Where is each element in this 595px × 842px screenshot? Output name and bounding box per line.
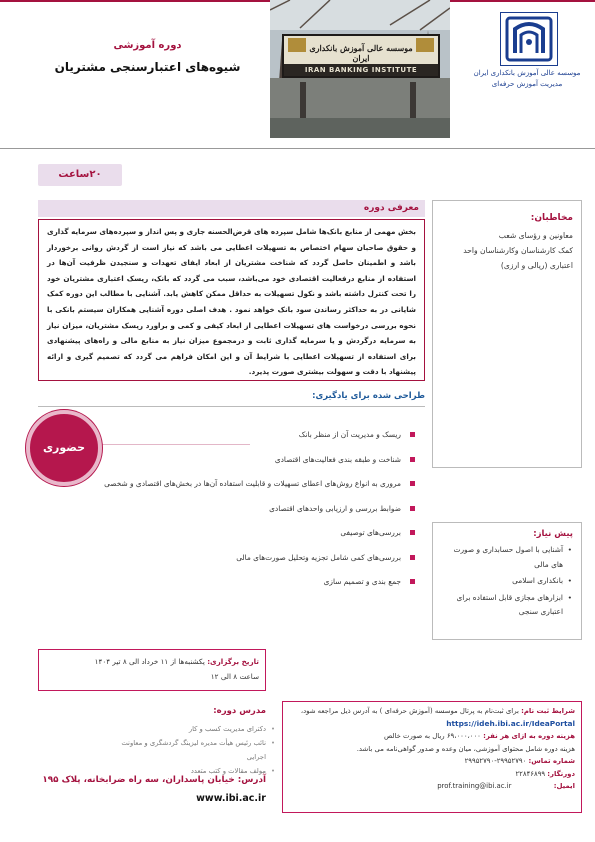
- address-text: آدرس: خیابان پاسداران، سه راه ضرابخانه، پلاک ۱۹۵: [42, 775, 266, 785]
- objectives-divider: [38, 406, 425, 407]
- fax-label: دورنگار:: [547, 769, 575, 778]
- schedule-line: [45, 654, 259, 669]
- prerequisites-heading: پیش نیاز:: [533, 529, 573, 539]
- objective-item: بررسی‌های کمی شامل تجزیه وتحلیل صورت‌های مالی: [95, 551, 415, 576]
- schedule-box: [38, 649, 266, 691]
- audience-item: معاونین و رؤسای شعب: [498, 231, 573, 240]
- objective-item: ضوابط بررسی و ارزیابی واحدهای اقتصادی: [95, 502, 415, 527]
- fee-text: ۶۹،۰۰۰،۰۰۰ ریال به صورت خالص: [383, 732, 481, 740]
- objectives-list: [95, 428, 415, 600]
- logo-caption: [472, 68, 582, 90]
- objective-item: ریسک و مدیریت آن از منظر بانک: [95, 428, 415, 453]
- schedule-hours: ساعت ۸ الی ۱۲: [210, 672, 259, 681]
- photo-sign-english: IRAN BANKING INSTITUTE: [304, 66, 418, 74]
- website-link[interactable]: www.ibi.ac.ir: [196, 793, 266, 804]
- course-label: دوره آموزشی: [113, 40, 182, 51]
- audience-panel: [432, 200, 582, 468]
- registration-conditions: [289, 705, 575, 718]
- course-title: شیوه‌های اعتبارسنجی مشتریان: [54, 60, 241, 74]
- instructor-list: [120, 722, 276, 778]
- fax-number: ۲۲۸۴۶۸۹۹: [515, 769, 546, 778]
- schedule-days: یکشنبه‌ها از ۱۱ خرداد الی ۸ تیر ۱۴۰۴: [94, 657, 205, 666]
- audience-item: اعتباری (ریالی و ارزی): [500, 261, 573, 270]
- logo-emblem-icon: [501, 13, 557, 65]
- instructor-heading: مدرس دوره:: [213, 706, 266, 716]
- email-label: ایمیل:: [553, 782, 575, 790]
- instructor-item: • مولف مقالات و کتب متعدد: [120, 764, 266, 778]
- schedule-label: تاریخ برگزاری:: [207, 657, 259, 666]
- objective-item: جمع بندی و تصمیم سازی: [95, 575, 415, 600]
- audience-item: کمک کارشناسان وکارشناسان واحد: [463, 246, 573, 255]
- instructor-item: • دکترای مدیریت کسب و کار: [120, 722, 266, 736]
- registration-panel: [282, 701, 582, 813]
- institute-building-photo: [270, 0, 450, 138]
- logo-caption-line1: موسسه عالی آموزش بانکداری ایران: [473, 69, 581, 77]
- institute-logo: [500, 12, 558, 66]
- intro-heading: معرفی دوره: [38, 200, 425, 217]
- objective-item: مروری به انواع روش‌های اعطای تسهیلات و قابلیت استفاده آن‌ها در بخش‌های اقتصادی و شخصی: [95, 477, 415, 502]
- logo-caption-line2: مدیریت آموزش حرفه‌ای: [491, 80, 563, 88]
- objective-item: بررسی‌های توصیفی: [95, 526, 415, 551]
- phone-label: شماره تماس:: [528, 757, 575, 765]
- portal-link[interactable]: https://ideh.ibi.ac.ir/IdeaPortal: [446, 718, 575, 728]
- delivery-mode-badge: حضوری: [26, 410, 102, 486]
- prerequisite-item: • آشنایی با اصول حسابداری و صورت های مالی: [441, 543, 563, 572]
- email-address[interactable]: prof.training@ibi.ac.ir: [437, 782, 512, 790]
- prerequisites-panel: [432, 522, 582, 640]
- email-line: [289, 780, 575, 793]
- portal-line: [289, 718, 575, 731]
- prerequisite-item: • بانکداری اسلامی: [441, 574, 563, 589]
- objective-item: شناخت و طبقه بندی فعالیت‌های اقتصادی: [95, 453, 415, 478]
- conditions-text: برای ثبت‌نام به پرتال موسسه (آموزش حرفه‌ای ) به آدرس ذیل مراجعه شود،: [300, 707, 519, 715]
- prerequisites-list: [441, 543, 573, 620]
- prerequisite-item: • ابزارهای مجازی قابل استفاده برای اعتباری سنجی: [441, 591, 563, 620]
- fee-note: هزینه دوره شامل محتوای آموزشی، میان وعده و صدور گواهی‌نامه می باشد.: [356, 744, 575, 753]
- phone-number[interactable]: ۲۹۹۵۲۷۹۰-۲۹۹۵۲۷۹۰: [464, 757, 527, 765]
- instructor-item: • نائب رئیس هیأت مدیره لیزینگ گردشگری و معاونت اجرایی: [120, 736, 266, 764]
- fee-line: [289, 730, 575, 743]
- intro-body: بخش مهمی از منابع بانک‌ها شامل سپرده های قرض‌الحسنه جاری و پس انداز و سپرده‌های سرمایه گذاری و حقوق صاحبان سهام اختصاص به تسهیلات اعطایی می باشد که نیاز است از گردش روانی برخوردار باشد و اطمینان حاصل گردد که شناخت مشتریان از ابعاد ایفای تعهدات و سنجیدن ظرفیت آن‌ها در استفاده از منابع درفعالیت اقتصادی خود می‌باشد، سبب می گردد که بانک، ریسک اعتباری مشتریان خود را تحت کنترل داشته باشد و نکول تسهیلات به حداقل ممکن کاهش یابد. آشنایی با مطالب این دوره کمک شایانی در به حداکثر رساندن سود بانک خواهد نمود . هدف اصلی دوره آشنایی همکاران سیستم بانکی با نحوه بررسی درخواست های تسهیلات اعطایی از ابعاد کیفی و کمی و براورد ریسک مشتریان، میزان نیاز به سرمایه درگردش و یا سرمایه گذاری ثابت و درمجموع میزان نیاز به منابع مالی و راه‌های پیشنهادی برای استفاده از تسهیلات اعطایی با شرایط آن و این امکان فراهم می گردد که تصمیم گیری و ارائه پیشنهاد با دقت و سهولت بیشتری صورت پذیرد.: [38, 219, 425, 381]
- fax-line: [289, 768, 575, 781]
- objectives-heading: طراحی شده برای یادگیری:: [312, 391, 425, 401]
- fee-label: هزینه دوره به ازای هر نفر:: [483, 732, 575, 740]
- conditions-label: شرایط ثبت نام:: [521, 707, 575, 715]
- header-divider: [0, 148, 595, 149]
- phone-line: [289, 755, 575, 768]
- duration-badge: ۲۰ساعت: [38, 164, 122, 186]
- audience-heading: مخاطبان:: [530, 213, 573, 223]
- photo-sign-persian: موسسه عالی آموزش بانکداری ایران: [309, 43, 413, 63]
